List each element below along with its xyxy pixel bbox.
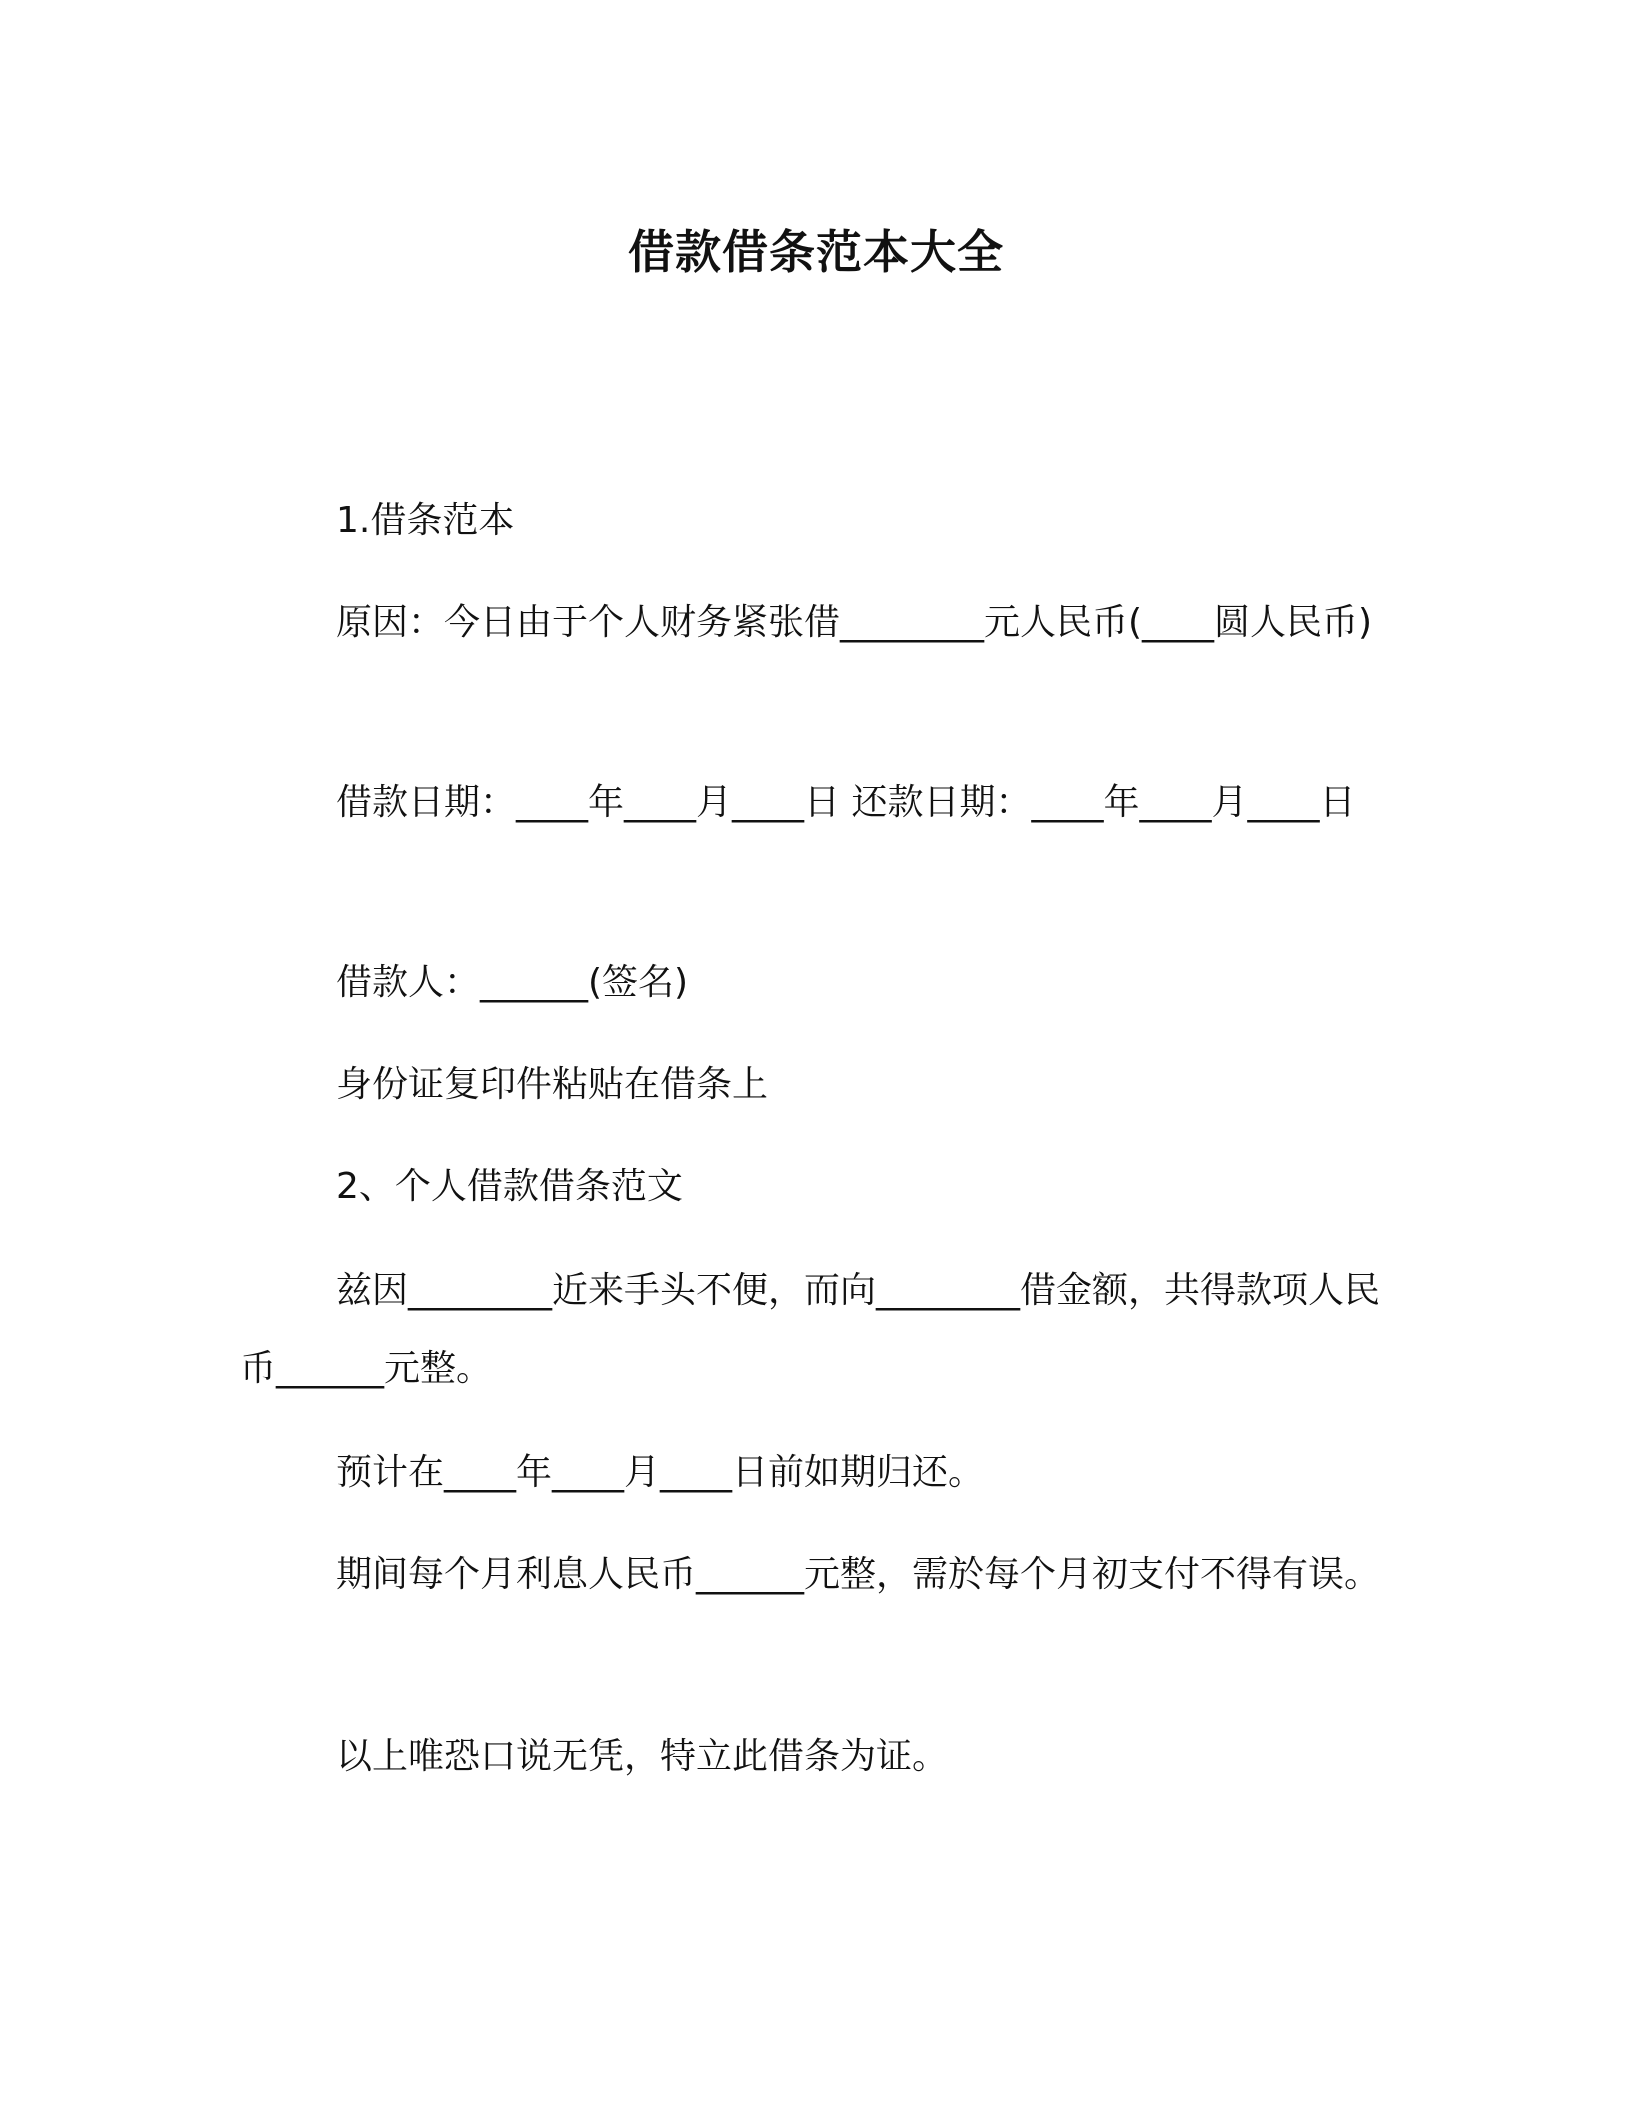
paragraph-reason: 原因：今日由于个人财务紧张借________元人民币(____圆人民币) (336, 602, 1373, 643)
paragraph-repayment-date: 预计在____年____月____日前如期归还。 (336, 1452, 985, 1493)
document-title: 借款借条范本大全 (628, 225, 1004, 279)
paragraph-section-2-heading: 2、个人借款借条范文 (336, 1166, 683, 1207)
paragraph-loan-details: 兹因________近来手头不便，而向________借金额，共得款项人民币______元整。 (240, 1270, 1381, 1389)
paragraph-interest: 期间每个月利息人民币______元整，需於每个月初支付不得有误。 (336, 1554, 1381, 1595)
paragraph-section-1-heading: 1.借条范本 (336, 500, 515, 541)
paragraph-loan-dates: 借款日期：____年____月____日 还款日期：____年____月____日 (336, 782, 1356, 823)
paragraph-borrower-signature: 借款人：______(签名) (336, 962, 689, 1003)
paragraph-closing: 以上唯恐口说无凭，特立此借条为证。 (336, 1736, 949, 1777)
paragraph-id-copy: 身份证复印件粘贴在借条上 (336, 1064, 769, 1105)
